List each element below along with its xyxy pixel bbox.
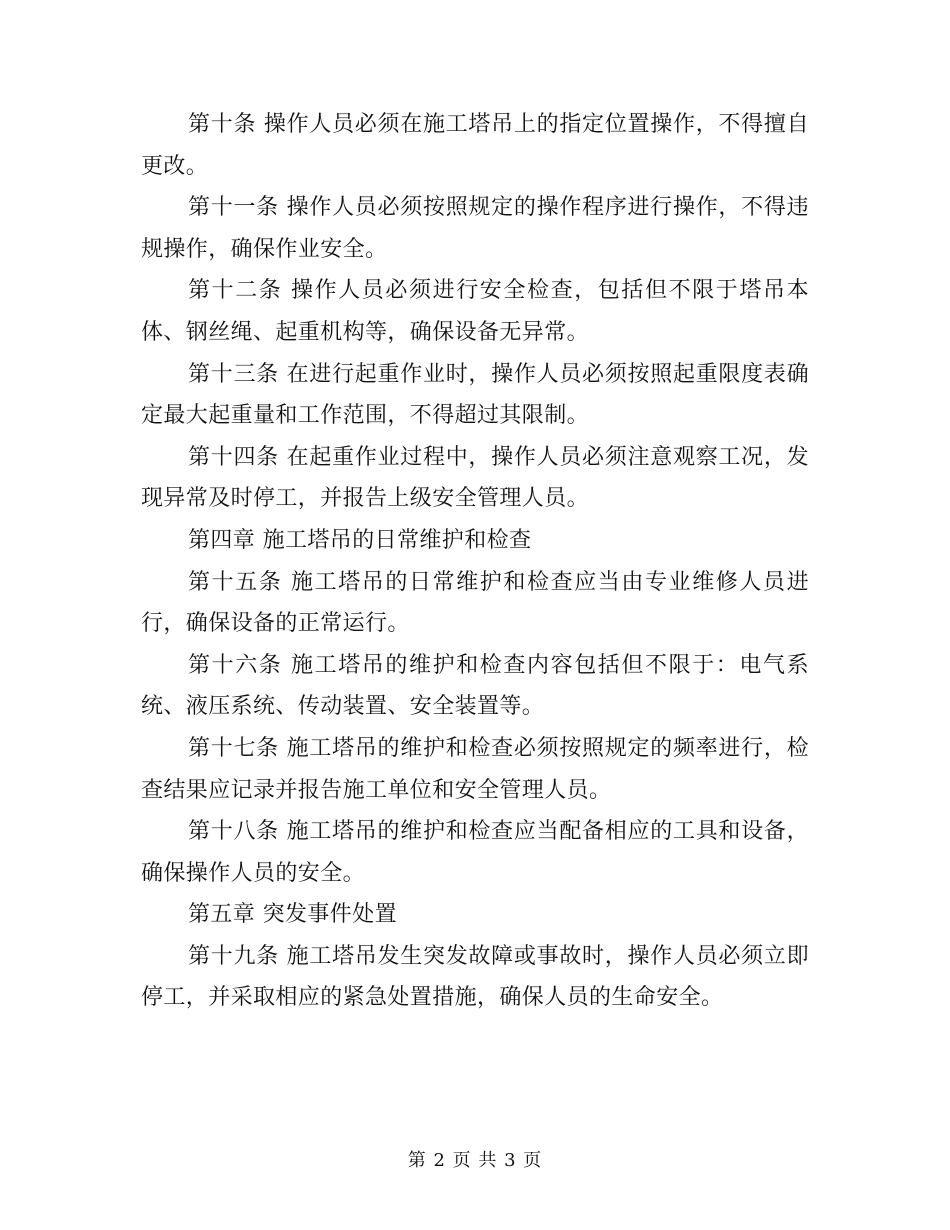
paragraph-article-11: 第十一条 操作人员必须按照规定的操作程序进行操作，不得违规操作，确保作业安全。: [141, 195, 809, 262]
paragraph-article-10: 第十条 操作人员必须在施工塔吊上的指定位置操作，不得擅自更改。: [141, 112, 809, 179]
paragraph-article-19: 第十九条 施工塔吊发生突发故障或事故时，操作人员必须立即停工，并采取相应的紧急处置措施，确保人员的生命安全。: [141, 943, 809, 1011]
chapter-heading-4: 第四章 施工塔吊的日常维护和检查: [188, 527, 532, 553]
page-footer: [0, 1146, 950, 1172]
page-number-label: 第 2 页 共 3 页: [407, 1150, 543, 1171]
paragraph-article-12: 第十二条 操作人员必须进行安全检查，包括但不限于塔吊本体、钢丝绳、起重机构等，确保设备无异常。: [141, 278, 809, 345]
document-body: [141, 104, 809, 1019]
paragraph-article-16: 第十六条 施工塔吊的维护和检查内容包括但不限于：电气系统、液压系统、传动装置、安全装置等。: [141, 652, 809, 720]
paragraph-article-13: 第十三条 在进行起重作业时，操作人员必须按照起重限度表确定最大起重量和工作范围，不得超过其限制。: [141, 361, 809, 429]
paragraph-article-18: 第十八条 施工塔吊的维护和检查应当配备相应的工具和设备，确保操作人员的安全。: [141, 819, 809, 886]
paragraph-article-15: 第十五条 施工塔吊的日常维护和检查应当由专业维修人员进行，确保设备的正常运行。: [141, 569, 809, 637]
chapter-heading-5: 第五章 突发事件处置: [188, 902, 397, 928]
paragraph-article-17: 第十七条 施工塔吊的维护和检查必须按照规定的频率进行，检查结果应记录并报告施工单位和安全管理人员。: [141, 735, 809, 803]
paragraph-article-14: 第十四条 在起重作业过程中，操作人员必须注意观察工况，发现异常及时停工，并报告上级安全管理人员。: [141, 444, 809, 512]
